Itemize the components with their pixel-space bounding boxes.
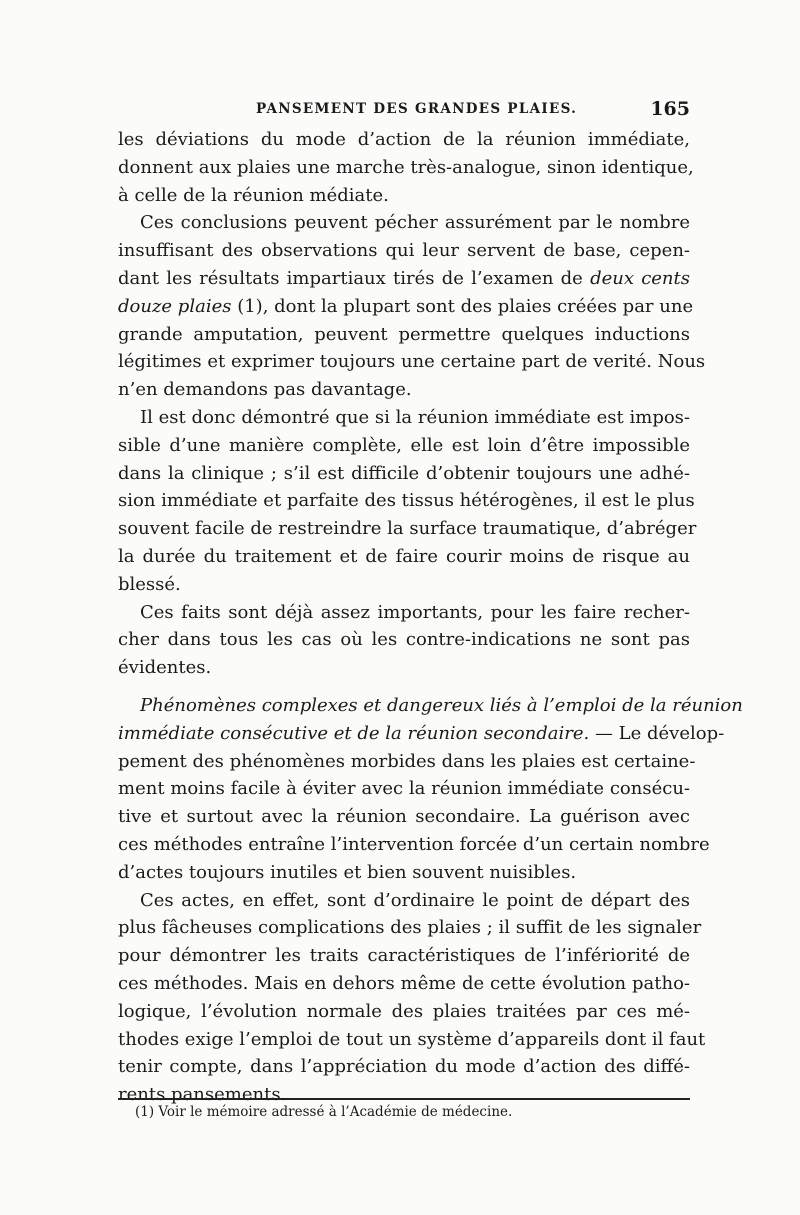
- text-line: ces méthodes. Mais en dehors même de cette évolution patho-: [118, 972, 690, 994]
- text-line: pour démontrer les traits caractéristiques de l’infériorité de: [118, 945, 690, 967]
- text-line: insuffisant des observations qui leur servent de base, cepen-: [118, 240, 690, 262]
- text-line: souvent facile de restreindre la surface traumatique, d’abréger: [118, 518, 697, 540]
- running-title: PANSEMENT DES GRANDES PLAIES.: [256, 101, 578, 117]
- paragraph-1: [118, 126, 694, 209]
- text-segment: (1), dont la plupart sont des plaies créées par une: [237, 295, 694, 317]
- text-line: dans la clinique ; s’il est difficile d’obtenir toujours une adhé-: [118, 462, 690, 484]
- text-line: plus fâcheuses complications des plaies ; il suffit de les signaler: [118, 917, 702, 939]
- section-heading-end: immédiate consécutive et de la réunion secondaire.: [118, 722, 590, 744]
- text-line: cher dans tous les cas où les contre-indications ne sont pas: [118, 629, 690, 651]
- paragraph-3: [118, 404, 697, 599]
- italic-phrase: douze plaies: [118, 295, 232, 317]
- text-line: Ces actes, en effet, sont d’ordinaire le point de départ des: [140, 889, 690, 911]
- text-line: [118, 720, 725, 748]
- page-number: 165: [650, 98, 690, 120]
- text-line: thodes exige l’emploi de tout un système d’appareils dont il faut: [118, 1028, 706, 1050]
- text-line: à celle de la réunion médiate.: [118, 184, 389, 206]
- text-line: légitimes et exprimer toujours une certaine part de verité. Nous: [118, 351, 706, 373]
- text-line: donnent aux plaies une marche très-analogue, sinon identique,: [118, 156, 694, 178]
- footnote-rule: [118, 1098, 690, 1100]
- footnote: (1) Voir le mémoire adressé à l’Académie de médecine.: [135, 1104, 513, 1120]
- text-line: [118, 265, 690, 293]
- text-line: [118, 293, 694, 321]
- text-line: les déviations du mode d’action de la réunion immédiate,: [118, 129, 690, 150]
- text-line: ment moins facile à éviter avec la réunion immédiate consécu-: [118, 778, 690, 800]
- text-line: tive et surtout avec la réunion secondaire. La guérison avec: [118, 806, 690, 828]
- main-text: [118, 126, 743, 1109]
- text-line: d’actes toujours inutiles et bien souvent nuisibles.: [118, 861, 577, 883]
- section-heading-line: Phénomènes complexes et dangereux liés à l’emploi de la réunion: [140, 694, 743, 716]
- text-line: la durée du traitement et de faire courir moins de risque au: [118, 545, 690, 567]
- text-line: évidentes.: [118, 657, 212, 679]
- text-line: Il est donc démontré que si la réunion immédiate est impos-: [140, 406, 690, 428]
- text-line: pement des phénomènes morbides dans les plaies est certaine-: [118, 750, 696, 772]
- paragraph-5: [118, 692, 743, 887]
- paragraph-4: [118, 599, 690, 682]
- text-line: tenir compte, dans l’appréciation du mode d’action des diffé-: [118, 1056, 690, 1078]
- text-line: logique, l’évolution normale des plaies traitées par ces mé-: [118, 1000, 690, 1022]
- paragraph-2: [118, 209, 706, 404]
- text-line: rents pansements.: [118, 1084, 287, 1106]
- paragraph-6: [118, 887, 706, 1109]
- text-segment: — Le dévelop-: [589, 722, 725, 744]
- text-line: ces méthodes entraîne l’intervention forcée d’un certain nombre: [118, 833, 710, 855]
- text-line: sion immédiate et parfaite des tissus hétérogènes, il est le plus: [118, 490, 695, 512]
- text-line: blessé.: [118, 573, 181, 595]
- text-line: n’en demandons pas davantage.: [118, 379, 412, 401]
- text-line: grande amputation, peuvent permettre quelques inductions: [118, 323, 690, 345]
- text-line: Ces conclusions peuvent pécher assurément par le nombre: [140, 212, 690, 234]
- italic-phrase: deux cents: [590, 267, 690, 289]
- text-line: sible d’une manière complète, elle est loin d’être impossible: [118, 434, 690, 456]
- text-segment: dant les résultats impartiaux tirés de l’examen de: [118, 267, 583, 289]
- running-head: [118, 98, 690, 125]
- text-line: Ces faits sont déjà assez importants, pour les faire recher-: [140, 601, 690, 623]
